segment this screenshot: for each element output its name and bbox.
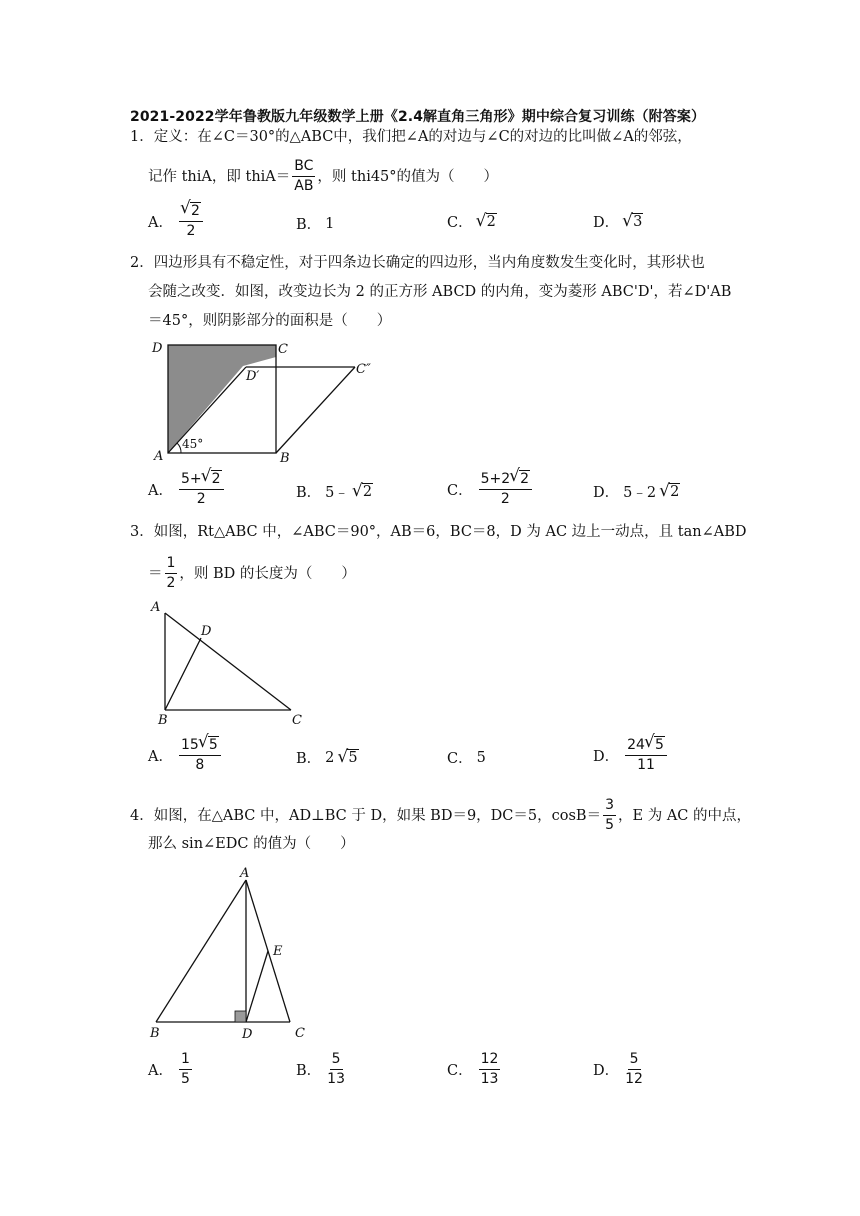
label-c: C <box>292 713 302 728</box>
q3-line2-post: ，则 BD 的长度为（ ） <box>179 565 356 582</box>
denominator: 13 <box>327 1071 345 1087</box>
denominator: 2 <box>500 491 510 507</box>
segment-de <box>246 951 268 1022</box>
option-label: C． <box>447 483 473 499</box>
option-label: C． <box>447 1063 473 1079</box>
q2-line3: ＝45°，则阴影部分的面积是（ ） <box>148 313 392 329</box>
angle-label: 45° <box>182 437 204 451</box>
option-value: 5 <box>476 749 486 766</box>
denominator: 11 <box>637 757 655 773</box>
numerator: 12 <box>479 1051 501 1070</box>
denominator: 2 <box>186 223 196 239</box>
option-label: D． <box>593 1063 620 1079</box>
label-c: C <box>295 1026 305 1041</box>
option-fraction <box>179 737 221 774</box>
q1-line2 <box>148 158 498 195</box>
option-value: 1 <box>325 215 335 232</box>
segment-bd <box>165 638 201 710</box>
q3-line1: 3．如图，Rt△ABC 中，∠ABC＝90°，AB＝6，BC＝8，D 为 AC 边上一动点，且 tan∠ABD <box>130 524 747 540</box>
q3-figure <box>146 596 316 731</box>
option-label: D． <box>593 749 620 765</box>
numerator: 5 <box>628 1051 641 1070</box>
numerator-prefix: 5+2 <box>480 471 511 487</box>
document-title: 2021-2022学年鲁教版九年级数学上册《2.4解直角三角形》期中综合复习训练（附答案） <box>130 109 706 125</box>
option-fraction <box>179 1051 192 1088</box>
q1-option-c[interactable] <box>447 211 497 232</box>
angle-arc <box>177 443 181 453</box>
option-label: A． <box>148 1063 173 1079</box>
option-label: D． <box>593 215 620 231</box>
numerator-prefix: 15 <box>180 737 199 753</box>
q2-option-b[interactable] <box>296 481 373 502</box>
q1-line2-pre: 记作 thiA，即 thiA＝ <box>148 168 291 185</box>
label-d: D <box>201 624 212 639</box>
numerator: 5 <box>330 1051 343 1070</box>
label-b: B <box>158 713 168 728</box>
q4-line1-post: ，E 为 AC 的中点， <box>618 807 751 824</box>
option-label: A． <box>148 215 173 231</box>
label-a: A <box>240 866 250 881</box>
option-label: A． <box>148 749 173 765</box>
segment-ab <box>156 880 246 1022</box>
label-d: D <box>242 1027 253 1042</box>
numerator: 1 <box>179 1051 192 1070</box>
label-b: B <box>280 451 290 466</box>
label-d: D <box>152 341 163 356</box>
q4-frac-den: 5 <box>605 817 615 833</box>
option-label: B． <box>296 217 322 233</box>
q1-option-a[interactable] <box>148 203 205 240</box>
q1-option-b[interactable] <box>296 213 334 234</box>
q4-option-a[interactable] <box>148 1051 194 1088</box>
q1-line1: 1．定义：在∠C＝30°的△ABC中，我们把∠A的对边与∠C的对边的比叫做∠A的邻弦， <box>130 129 692 145</box>
radicand: 5 <box>348 749 358 766</box>
q2-option-c[interactable] <box>447 471 534 508</box>
q3-option-a[interactable] <box>148 737 223 774</box>
segment-ac <box>165 613 291 710</box>
option-prefix: 5﹣ <box>325 485 349 501</box>
label-e: E <box>273 944 283 959</box>
q3-line2-pre: ＝ <box>148 565 163 582</box>
option-label: C． <box>447 751 473 767</box>
radicand: 2 <box>486 213 496 230</box>
option-fraction <box>625 1051 643 1088</box>
option-label: D． <box>593 485 620 501</box>
option-fraction <box>327 1051 345 1088</box>
q4-option-c[interactable] <box>447 1051 502 1088</box>
radicand: 2 <box>190 203 200 219</box>
radicand: 5 <box>208 737 218 753</box>
radicand: 2 <box>670 483 680 500</box>
q2-line1: 2．四边形具有不稳定性，对于四条边长确定的四边形，当内角度数发生变化时，其形状也 <box>130 255 705 271</box>
q3-option-c[interactable] <box>447 747 486 768</box>
option-fraction <box>479 1051 501 1088</box>
denominator: 13 <box>480 1071 499 1087</box>
option-label: B． <box>296 485 322 501</box>
option-fraction <box>179 203 203 240</box>
q4-line2: 那么 sin∠EDC 的值为（ ） <box>148 836 355 852</box>
option-label: A． <box>148 483 173 499</box>
q1-option-d[interactable] <box>593 211 643 232</box>
segment-c-prime-b <box>276 367 355 453</box>
denominator: 8 <box>195 757 205 773</box>
q3-line2 <box>148 555 356 592</box>
option-prefix: 2 <box>325 749 335 766</box>
q2-option-a[interactable] <box>148 471 226 508</box>
q1-frac-den: AB <box>294 178 314 194</box>
option-prefix: 5﹣2 <box>623 485 657 501</box>
radicand: 3 <box>633 213 643 230</box>
denominator: 12 <box>625 1071 643 1087</box>
q4-frac-num: 3 <box>603 797 616 816</box>
option-fraction <box>179 471 224 508</box>
q1-line2-post: ，则 thi45°的值为（ ） <box>317 168 499 185</box>
option-fraction <box>479 471 532 508</box>
q4-fraction <box>603 797 616 834</box>
denominator: 5 <box>180 1071 190 1087</box>
q2-line2: 会随之改变．如图，改变边长为 2 的正方形 ABCD 的内角，变为菱形 ABC'D'，若∠D'AB <box>148 284 732 300</box>
q4-line1 <box>130 797 751 834</box>
q4-figure <box>140 862 320 1044</box>
q2-option-d[interactable] <box>593 481 680 502</box>
q3-fraction <box>165 555 178 592</box>
q2-figure <box>148 336 388 466</box>
option-label: B． <box>296 1063 322 1079</box>
q4-option-d[interactable] <box>593 1051 645 1088</box>
q1-frac-num: BC <box>292 158 315 177</box>
denominator: 2 <box>196 491 206 507</box>
label-b: B <box>150 1026 160 1041</box>
radicand: 2 <box>211 471 221 487</box>
q1-fraction <box>292 158 315 195</box>
q4-option-b[interactable] <box>296 1051 347 1088</box>
q3-option-b[interactable] <box>296 747 359 768</box>
label-d-prime: D′ <box>246 369 260 384</box>
option-label: C． <box>447 215 473 231</box>
option-label: B． <box>296 751 322 767</box>
q3-option-d[interactable] <box>593 737 669 774</box>
q4-line1-pre: 4．如图，在△ABC 中，AD⊥BC 于 D，如果 BD＝9，DC＝5，cosB＝ <box>130 807 602 824</box>
numerator-prefix: 24 <box>627 737 645 753</box>
label-c-prime: C″ <box>356 362 371 377</box>
radicand: 5 <box>654 737 664 753</box>
numerator-prefix: 5+ <box>180 471 202 487</box>
label-c: C <box>278 342 288 357</box>
q3-frac-den: 2 <box>166 575 176 591</box>
radicand: 2 <box>362 483 373 500</box>
q3-frac-num: 1 <box>165 555 178 574</box>
option-fraction <box>625 737 667 774</box>
label-a: A <box>151 600 161 615</box>
right-angle-marker <box>235 1011 246 1022</box>
radicand: 2 <box>520 471 530 487</box>
label-a: A <box>154 449 164 464</box>
